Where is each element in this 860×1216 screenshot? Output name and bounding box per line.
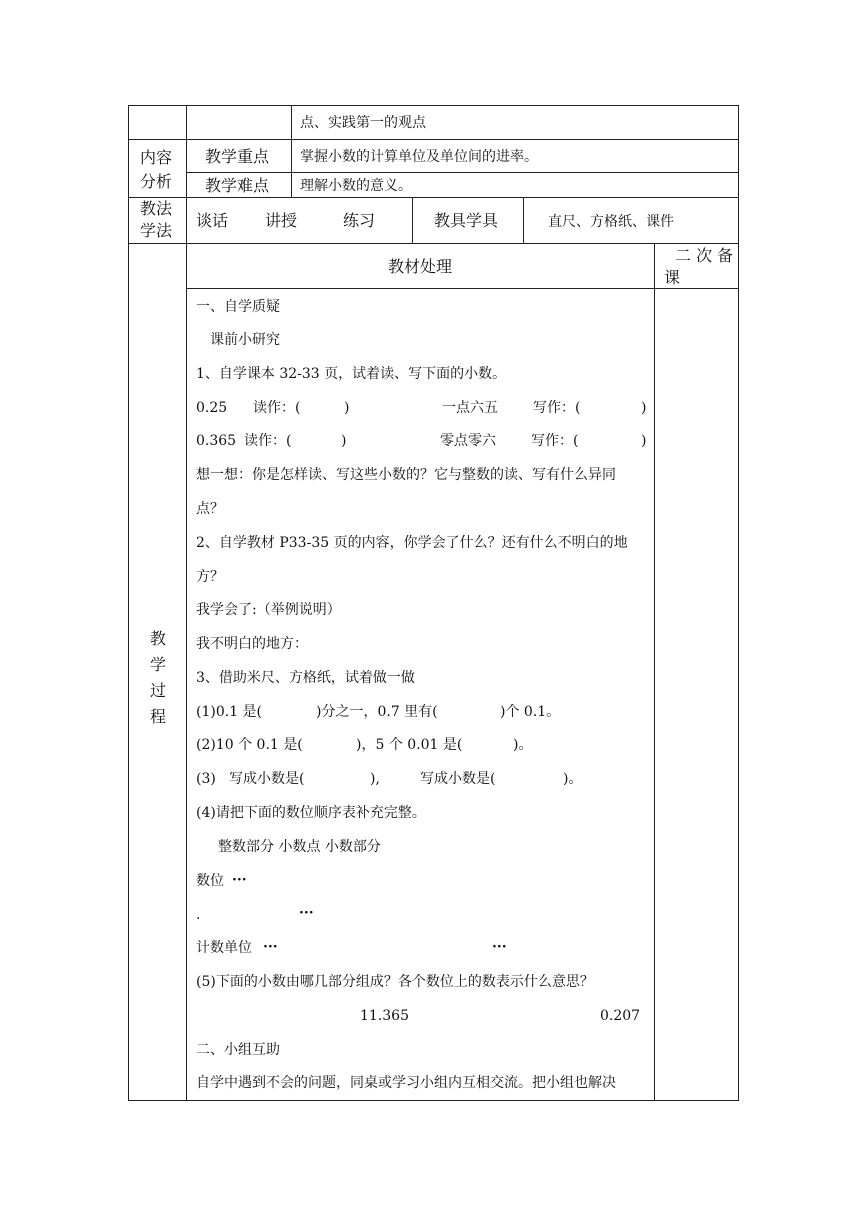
task-2: 2、自学教材 P33-35 页的内容，你学会了什么？还有什么不明白的地 xyxy=(196,535,628,551)
close-paren: ) xyxy=(641,433,647,449)
exercise-2: (2)10 个 0.1 是( xyxy=(196,737,303,753)
exercise-1: )分之一，0.7 里有( xyxy=(316,704,438,720)
close-paren: ) xyxy=(341,433,347,449)
task-2-cont: 方？ xyxy=(196,569,224,585)
difficulty-label: 教学难点 xyxy=(205,176,270,195)
table-border-top xyxy=(128,105,739,106)
exercise-1: (1)0.1 是( xyxy=(196,704,263,720)
method-practice: 练习 xyxy=(343,211,376,230)
place-value-headers: 整数部分 小数点 小数部分 xyxy=(218,839,381,855)
chinese-number: 零点零六 xyxy=(440,433,496,449)
ellipsis: ··· xyxy=(263,939,278,955)
row-divider xyxy=(128,139,739,140)
process-char: 学 xyxy=(149,655,166,674)
row-divider xyxy=(128,197,739,198)
table-border-bottom xyxy=(128,1100,739,1101)
decimal-example: 0.207 xyxy=(600,1008,641,1024)
column-divider xyxy=(412,197,413,243)
material-header: 教材处理 xyxy=(388,257,453,276)
write-as-label: 写作：( xyxy=(531,433,579,449)
second-prep-header: 二 次 备 xyxy=(675,246,734,265)
column-divider xyxy=(523,197,524,243)
column-divider xyxy=(186,105,187,1101)
ellipsis: ··· xyxy=(299,905,314,921)
think-question: 想一想：你是怎样读、写这些小数的？它与整数的读、写有什么异同 xyxy=(196,467,616,483)
decimal-value: 0.25 xyxy=(196,400,228,416)
section-group-help: 二、小组互助 xyxy=(196,1042,280,1058)
methods-label: 学法 xyxy=(140,221,173,240)
exercise-3: )。 xyxy=(563,771,583,787)
close-paren: ) xyxy=(344,400,350,416)
tools-label: 教具学具 xyxy=(434,211,499,230)
second-prep-header: 课 xyxy=(664,268,681,287)
exercise-5: (5)下面的小数由哪几部分组成？各个数位上的数表示什么意思？ xyxy=(196,974,594,990)
decimal-point: . xyxy=(196,907,201,923)
task-1: 1、自学课本 32-33 页，试着读、写下面的小数。 xyxy=(196,366,507,382)
exercise-2: )，5 个 0.01 是( xyxy=(356,737,463,753)
process-char: 程 xyxy=(149,707,166,726)
row-divider xyxy=(186,172,739,173)
ellipsis: ··· xyxy=(232,872,247,888)
task-3: 3、借助米尺、方格纸，试着做一做 xyxy=(196,670,415,686)
process-char: 过 xyxy=(149,681,166,700)
close-paren: ) xyxy=(641,400,647,416)
read-as-label: 读作：( xyxy=(253,400,301,416)
exercise-2: )。 xyxy=(513,737,533,753)
content-analysis-label: 分析 xyxy=(140,172,173,191)
exercise-3: 写成小数是( xyxy=(420,771,496,787)
exercise-3: 写成小数是( xyxy=(229,771,305,787)
key-points-text: 掌握小数的计算单位及单位间的进率。 xyxy=(300,149,538,165)
learned-prompt: 我学会了:（举例说明） xyxy=(196,602,341,618)
teaching-process-label xyxy=(147,626,169,730)
row-divider xyxy=(128,243,739,244)
methods-label: 教法 xyxy=(140,199,173,218)
table-border-left xyxy=(128,105,129,1101)
column-divider xyxy=(291,105,292,197)
exercise-3: ), xyxy=(370,771,380,787)
exercise-3: (3) xyxy=(196,771,216,787)
key-points-label: 教学重点 xyxy=(205,147,270,166)
process-char: 教 xyxy=(149,629,166,648)
decimal-value: 0.365 xyxy=(196,433,237,449)
chinese-number: 一点六五 xyxy=(442,400,498,416)
write-as-label: 写作：( xyxy=(533,400,581,416)
table-border-right xyxy=(738,105,739,1101)
tools-text: 直尺、方格纸、课件 xyxy=(548,214,674,230)
unclear-prompt: 我不明白的地方： xyxy=(196,636,308,652)
exercise-4: (4)请把下面的数位顺序表补充完整。 xyxy=(196,805,426,821)
method-talk: 谈话 xyxy=(196,211,229,230)
difficulty-text: 理解小数的意义。 xyxy=(300,178,412,194)
place-value-label: 数位 xyxy=(196,873,224,889)
group-help-text: 自学中遇到不会的问题，同桌或学习小组内互相交流。把小组也解决 xyxy=(196,1075,616,1091)
exercise-1: )个 0.1。 xyxy=(500,704,561,720)
content-analysis-label: 内容 xyxy=(140,148,173,167)
section-self-study: 一、自学质疑 xyxy=(196,299,280,315)
row-divider xyxy=(186,288,739,289)
think-question-cont: 点？ xyxy=(196,501,224,517)
method-lecture: 讲授 xyxy=(265,211,298,230)
ellipsis: ··· xyxy=(492,939,507,955)
decimal-example: 11.365 xyxy=(360,1008,409,1024)
pre-class-study: 课前小研究 xyxy=(210,332,280,348)
read-as-label: 读作：( xyxy=(244,433,292,449)
row0-text: 点、实践第一的观点 xyxy=(300,115,426,131)
counting-unit-label: 计数单位 xyxy=(196,940,252,956)
column-divider xyxy=(654,243,655,1101)
